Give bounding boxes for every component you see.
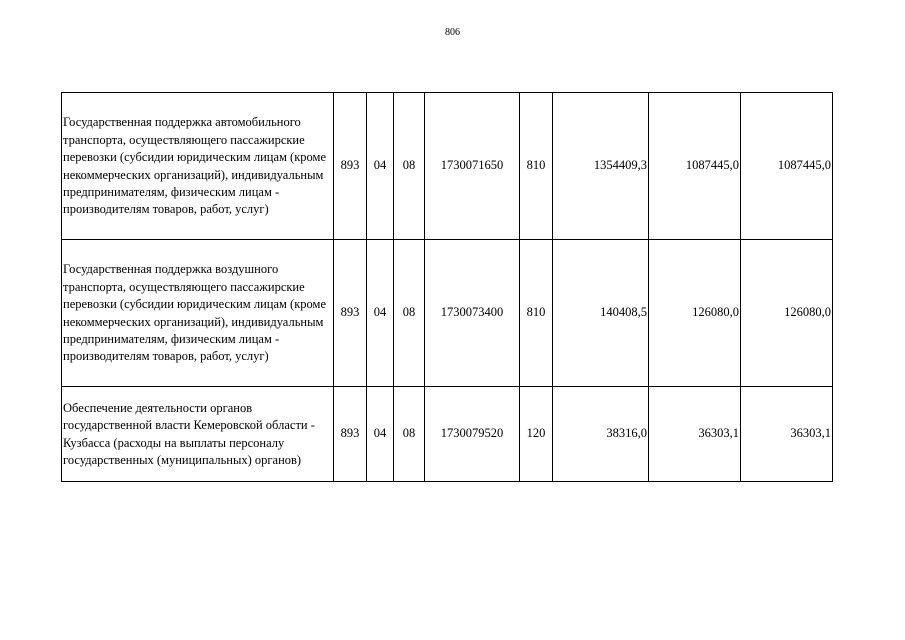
ministry-code: 893: [334, 240, 367, 387]
target-article-code: 1730073400: [425, 240, 520, 387]
subsection-code: 08: [394, 240, 425, 387]
amount-year-3: 126080,0: [741, 240, 833, 387]
target-article-code: 1730079520: [425, 387, 520, 482]
section-code: 04: [367, 387, 394, 482]
table-row: [62, 387, 833, 482]
amount-year-1: 140408,5: [553, 240, 649, 387]
ministry-code: 893: [334, 387, 367, 482]
expense-type-code: 810: [520, 240, 553, 387]
row-description: Обеспечение деятельности органов государственной власти Кемеровской области - Кузбасса (расходы на выплаты персоналу государственных (муниципальных) органов): [62, 387, 334, 482]
section-code: 04: [367, 93, 394, 240]
amount-year-2: 126080,0: [649, 240, 741, 387]
amount-year-3: 36303,1: [741, 387, 833, 482]
page-number: 806: [445, 27, 460, 38]
table-row: [62, 93, 833, 240]
amount-year-2: 1087445,0: [649, 93, 741, 240]
subsection-code: 08: [394, 93, 425, 240]
ministry-code: 893: [334, 93, 367, 240]
amount-year-1: 1354409,3: [553, 93, 649, 240]
row-description: Государственная поддержка воздушного транспорта, осуществляющего пассажирские перевозки (субсидии юридическим лицам (кроме некоммерческих организаций), индивидуальным предпринимателям, физическим лицам - производителям товаров, работ, услуг): [62, 240, 334, 387]
table-row: [62, 240, 833, 387]
amount-year-1: 38316,0: [553, 387, 649, 482]
subsection-code: 08: [394, 387, 425, 482]
expense-type-code: 120: [520, 387, 553, 482]
amount-year-3: 1087445,0: [741, 93, 833, 240]
section-code: 04: [367, 240, 394, 387]
target-article-code: 1730071650: [425, 93, 520, 240]
row-description: Государственная поддержка автомобильного транспорта, осуществляющего пассажирские перевозки (субсидии юридическим лицам (кроме некоммерческих организаций), индивидуальным предпринимателям, физическим лицам - производителям товаров, работ, услуг): [62, 93, 334, 240]
amount-year-2: 36303,1: [649, 387, 741, 482]
expense-type-code: 810: [520, 93, 553, 240]
budget-table: [61, 92, 833, 482]
